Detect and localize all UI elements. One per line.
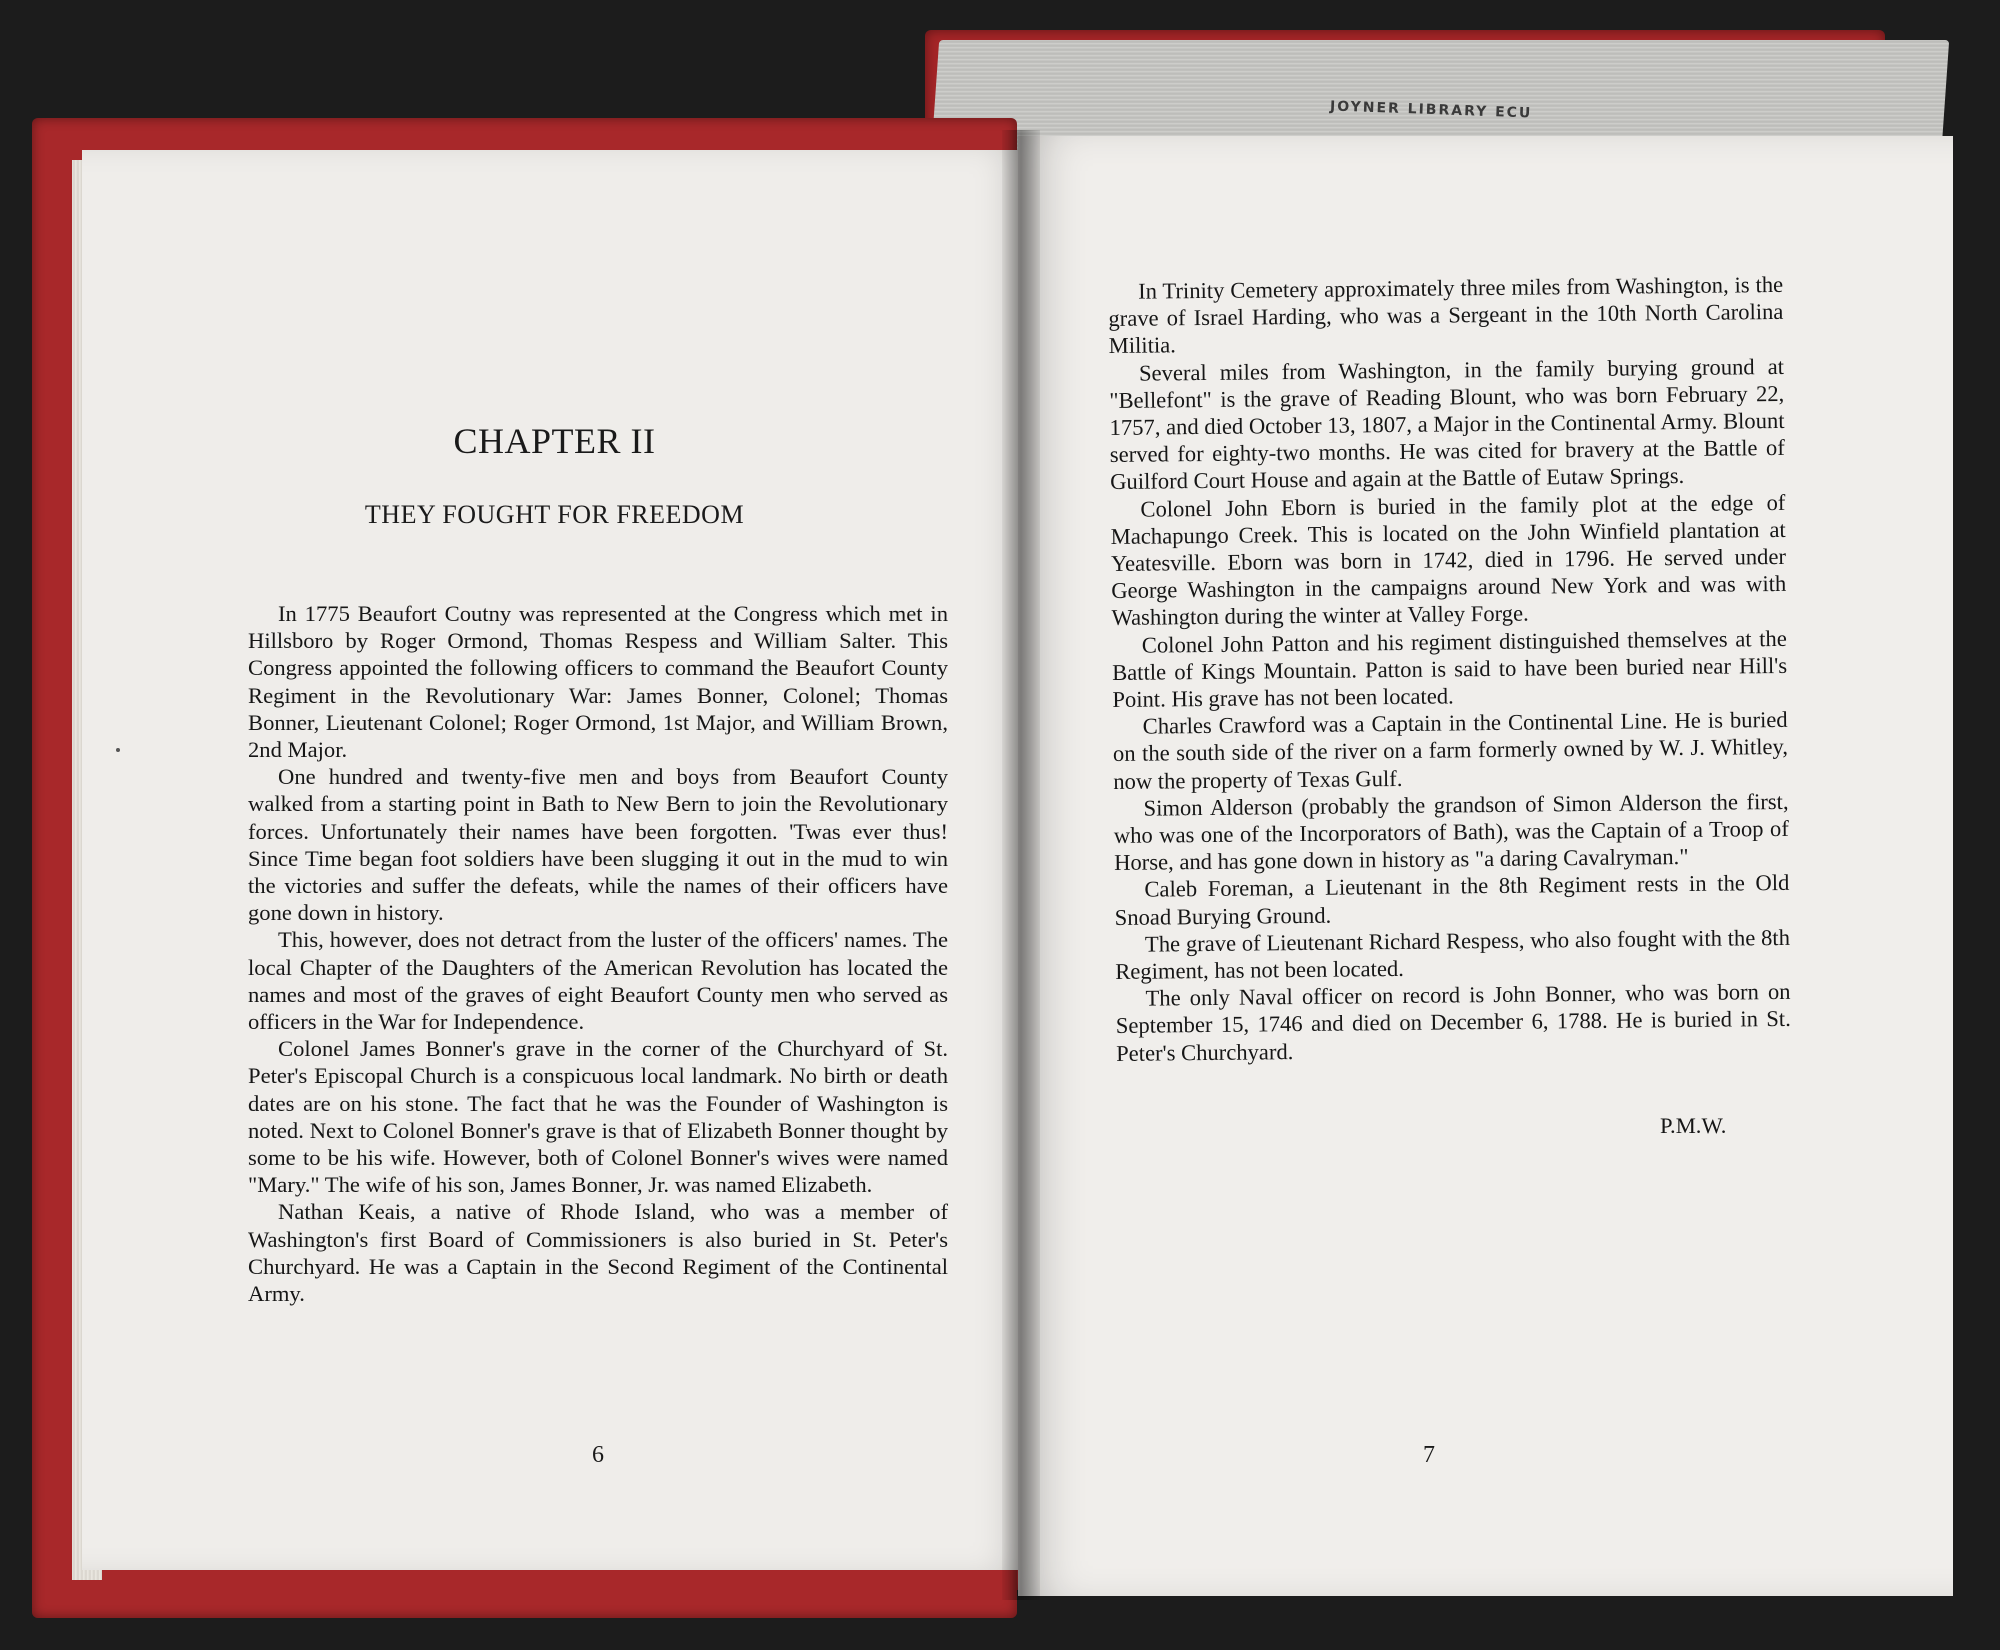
library-edge-stamp: JOYNER LIBRARY ECU	[1329, 98, 1533, 122]
page-number-right: 7	[1423, 1442, 1435, 1468]
show-through-right	[1080, 1100, 1860, 1390]
right-page-body	[1108, 271, 1791, 1067]
right-paragraph: In Trinity Cemetery approximately three miles from Washington, is the grave of Israel Harding, who was a Sergeant in the 10th North Carolina Militia.	[1108, 271, 1784, 359]
right-paragraph: Several miles from Washington, in the family burying ground at "Bellefont" is the grave of Reading Blount, who was born February 22, 1757, and died October 13, 1807, a Major in the Continental Army. Blount served for eighty-two months. He was cited for bravery at the Battle of Guilford Court House and again at the Battle of Eutaw Springs.	[1109, 353, 1785, 495]
left-paragraph: This, however, does not detract from the luster of the officers' names. The local Chapter of the Daughters of the American Revolution has located the names and most of the graves of eight Beaufort County men who served as officers in the War for Independence.	[248, 927, 948, 1035]
right-paragraph: The only Naval officer on record is John Bonner, who was born on September 15, 1746 and died on December 6, 1788. He is buried in St. Peter's Churchyard.	[1115, 979, 1791, 1066]
paper-speck	[116, 748, 120, 752]
right-paragraph: Charles Crawford was a Captain in the Continental Line. He is buried on the south side of the river on a farm formerly owned by W. J. Whitley, now the property of Texas Gulf.	[1112, 707, 1789, 794]
chapter-subtitle: THEY FOUGHT FOR FREEDOM	[364, 500, 745, 529]
left-paragraph: Nathan Keais, a native of Rhode Island, who was a member of Washington's first Board of Commissioners is also buried in St. Peter's Churchyard. He was a Captain in the Second Regiment of the Continental Army.	[248, 1199, 948, 1307]
right-paragraph: Colonel John Patton and his regiment distinguished themselves at the Battle of Kings Mountain. Patton is said to have been buried near Hill's Point. His grave has not been located.	[1111, 625, 1788, 713]
left-paragraph: Colonel James Bonner's grave in the corner of the Churchyard of St. Peter's Episcopal Church is a conspicuous local landmark. No birth or death dates are on his stone. The fact that he was the Founder of Washington is noted. Next to Colonel Bonner's grave is that of Elizabeth Bonner thought by some to be his wife. However, both of Colonel Bonner's wives were named "Mary." The wife of his son, James Bonner, Jr. was named Elizabeth.	[248, 1036, 948, 1198]
right-paragraph: Caleb Foreman, a Lieutenant in the 8th Regiment rests in the Old Snoad Burying Ground.	[1114, 870, 1790, 930]
left-paragraph: One hundred and twenty-five men and boys from Beaufort County walked from a starting point in Bath to New Bern to join the Revolutionary forces. Unfortunately their names have been forgotten. 'Twas ever thus! Since Time began foot soldiers have been slugging it out in the mud to win the victories and suffer the defeats, while the names of their officers have gone down in history.	[248, 764, 948, 926]
chapter-title: CHAPTER II	[453, 421, 656, 461]
right-paragraph: The grave of Lieutenant Richard Respess, who also fought with the 8th Regiment, has not been located.	[1115, 924, 1791, 985]
author-initials: P.M.W.	[1660, 1113, 1727, 1138]
left-page-body	[248, 600, 948, 1307]
right-paragraph: Simon Alderson (probably the grandson of Simon Alderson the first, who was one of the Incorporators of Bath), was the Captain of a Troop of Horse, and has gone down in history as "a daring Cavalryman."	[1113, 788, 1789, 876]
page-number-left: 6	[592, 1442, 604, 1468]
right-paragraph: Colonel John Eborn is buried in the family plot at the edge of Machapungo Creek. This is located on the John Winfield plantation at Yeatesville. Eborn was born in 1742, died in 1796. He served under George Washington in the campaigns around New York and was with Washington during the winter at Valley Forge.	[1110, 489, 1787, 631]
book-gutter	[1002, 130, 1040, 1600]
left-paragraph: In 1775 Beaufort Coutny was represented at the Congress which met in Hillsboro by Roger Ormond, Thomas Respess and William Salter. This Congress appointed the following officers to command the Beaufort County Regiment in the Revolutionary War: James Bonner, Colonel; Thomas Bonner, Lieutenant Colonel; Roger Ormond, 1st Major, and William Brown, 2nd Major.	[248, 601, 948, 763]
